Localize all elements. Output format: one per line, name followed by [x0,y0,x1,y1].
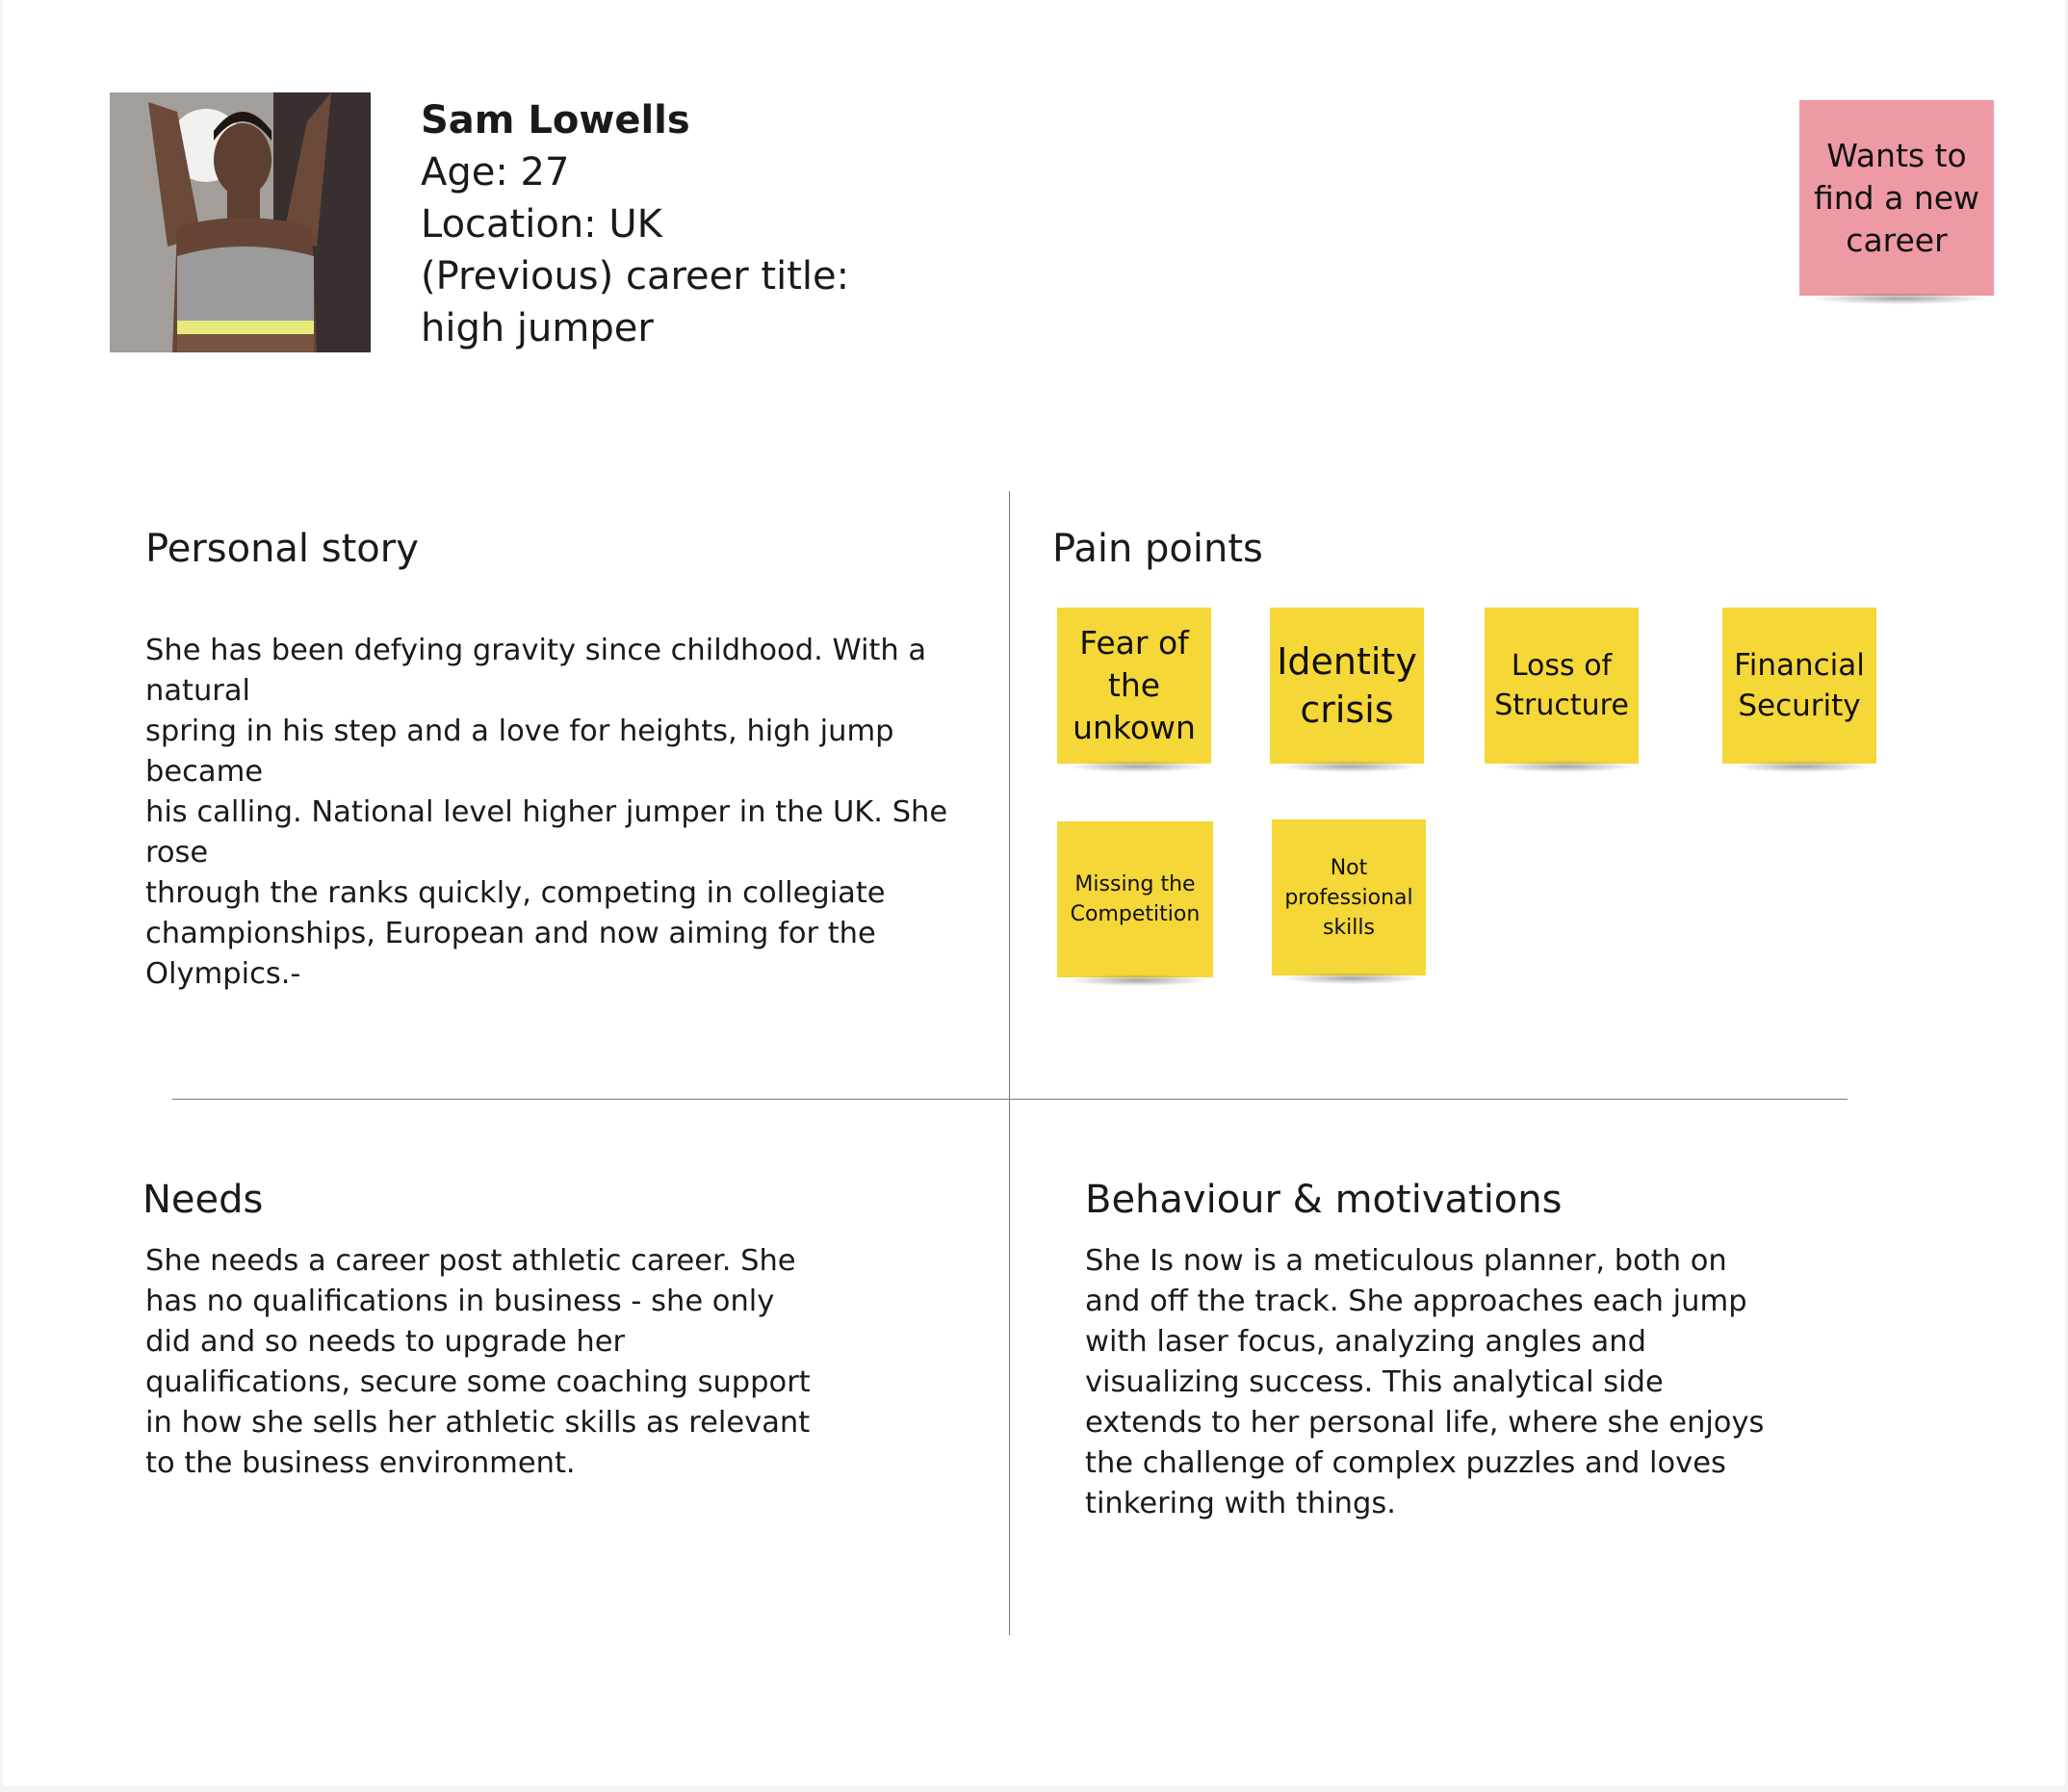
needs-title: Needs [142,1178,264,1222]
vertical-divider [1009,491,1010,1635]
pain-point-text: Fear of the unkown [1073,624,1196,746]
pain-point-text: Financial Security [1734,648,1865,723]
horizontal-divider [172,1099,1848,1100]
goal-sticky-note[interactable] [1799,100,1994,296]
behaviour-text: She Is now is a meticulous planner, both on and off the track. She approaches each jump with laser focus, analyzing angles and visualizing success. This analytical side extends to her personal life, where she enjoys the challenge of complex puzzles and loves tinkering with things. [1085,1244,1765,1520]
pain-point-sticky[interactable] [1722,608,1876,764]
behaviour-title: Behaviour & motivations [1085,1178,1563,1222]
pain-point-sticky[interactable] [1270,608,1424,764]
persona-board [3,0,2065,1786]
pain-point-text: Not professional skills [1284,855,1413,940]
persona-name: Sam Lowells [421,98,690,143]
pain-point-text: Identity crisis [1277,640,1417,731]
goal-sticky-text: Wants to find a new career [1813,136,1980,259]
persona-age: Age: 27 [421,150,570,195]
persona-location: Location: UK [421,202,662,247]
pain-point-sticky[interactable] [1272,819,1426,975]
needs-text: She needs a career post athletic career. She has no qualifications in business - she only did and so needs to upgrade her qualifications, secure some coaching support in how she sells her athletic skills as relevant to the business environment. [145,1244,811,1480]
persona-photo [110,92,371,352]
pain-points-title: Pain points [1052,527,1263,571]
pain-point-text: Missing the Competition [1070,872,1201,926]
personal-story-title: Personal story [145,527,419,571]
pain-point-sticky[interactable] [1057,608,1211,764]
persona-career-value: high jumper [421,306,654,351]
pain-point-sticky[interactable] [1485,608,1639,764]
persona-career-label: (Previous) career title: [421,254,850,299]
pain-point-sticky[interactable] [1057,821,1213,977]
pain-point-text: Loss of Structure [1494,649,1629,722]
persona-details [421,94,849,354]
personal-story-text: She has been defying gravity since childhood. With a natural spring in his step and a love for heights, high jump became his calling. National level higher jumper in the UK. She rose through the ranks quickly, competing in collegiate championships, European and now aiming for the Olympics.- [145,634,948,991]
